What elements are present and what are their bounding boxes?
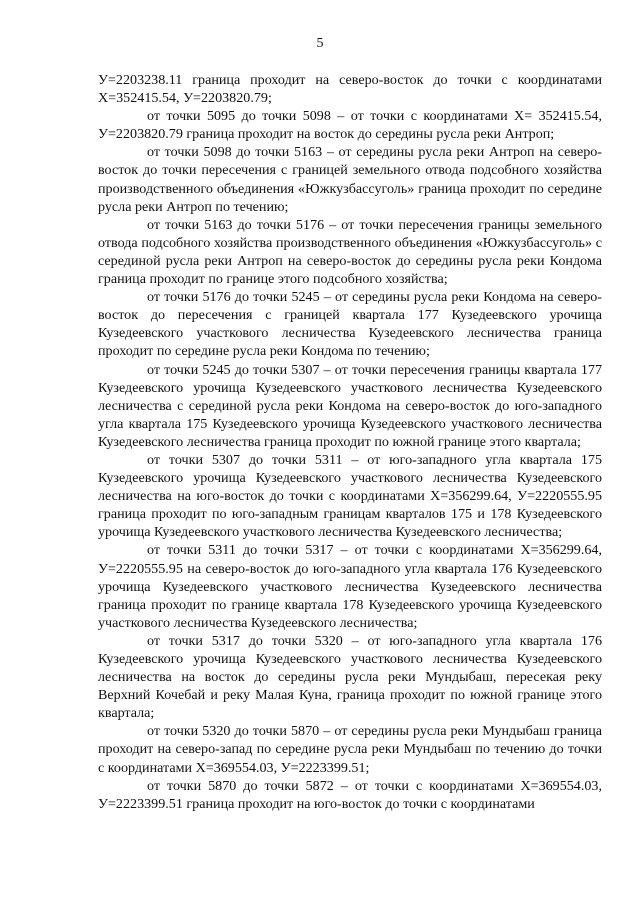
paragraph: от точки 5098 до точки 5163 – от середины русла реки Антроп на северо-восток до точки пересечения с границей земельного отвода подсобного хозяйства производственного объединения «Южкузбассуголь» граница проходит по середине русла реки Антроп по течению; — [98, 144, 602, 215]
paragraph: от точки 5870 до точки 5872 – от точки с координатами Х=369554.03, У=2223399.51 граница проходит на юго-восток до точки с координатами — [98, 777, 602, 812]
paragraph: от точки 5317 до точки 5320 – от юго-западного угла квартала 176 Кузедеевского урочища Кузедеевского участкового лесничества Кузедеевского лесничества на восток до середины русла реки Мундыбаш, пересекая реку Верхний Кочебай и реку Малая Куна, граница проходит по южной границе этого квартала; — [98, 632, 602, 722]
paragraph: от точки 5245 до точки 5307 – от точки пересечения границы квартала 177 Кузедеевского урочища Кузедеевского участкового лесничества Кузедеевского лесничества с серединой русла реки Кондома на северо-восток до юго-западного угла квартала 175 Кузедеевского урочища Кузедеевского участкового лесничества Кузедеевского лесничества граница проходит по южной границе этого квартала; — [98, 361, 602, 450]
paragraph: от точки 5095 до точки 5098 – от точки с координатами Х= 352415.54, У=2203820.79 граница проходит на восток до середины русла реки Антроп; — [98, 108, 602, 143]
document-body — [98, 71, 602, 813]
paragraph: от точки 5320 до точки 5870 – от середины русла реки Мундыбаш граница проходит на северо-запад по середине русла реки Мундыбаш по течению до точки с координатами Х=369554.03, У=2223399.51; — [98, 723, 602, 776]
page-number: 5 — [316, 36, 324, 51]
paragraph: У=2203238.11 граница проходит на северо-восток до точки с координатами Х=352415.54, У=2203820.79; — [98, 72, 602, 107]
paragraph: от точки 5163 до точки 5176 – от точки пересечения границы земельного отвода подсобного хозяйства производственного объединения «Южкузбассуголь» с серединой русла реки Антроп на северо-восток до середины русла реки Кондома граница проходит по границе этого подсобного хозяйства; — [98, 216, 602, 288]
paragraph: от точки 5311 до точки 5317 – от точки с координатами Х=356299.64, У=2220555.95 на северо-восток до юго-западного угла квартала 176 Кузедеевского урочища Кузедеевского участкового лесничества Кузедеевского лесничества граница проходит по границе квартала 178 Кузедеевского урочища Кузедеевского участкового лесничества Кузедеевского лесничества; — [98, 542, 602, 631]
paragraph: от точки 5176 до точки 5245 – от середины русла реки Кондома на северо-восток до пересечения с границей квартала 177 Кузедеевского урочища Кузедеевского участкового лесничества Кузедеевского лесничества граница проходит по середине русла реки Кондома по течению; — [98, 289, 602, 360]
paragraph: от точки 5307 до точки 5311 – от юго-западного угла квартала 175 Кузедеевского урочища Кузедеевского участкового лесничества Кузедеевского лесничества на юго-восток до точки с координатами Х=356299.64, У=2220555.95 граница проходит по юго-западным границам кварталов 175 и 178 Кузедеевского урочища Кузедеевского участкового лесничества Кузедеевского лесничества; — [98, 451, 602, 541]
